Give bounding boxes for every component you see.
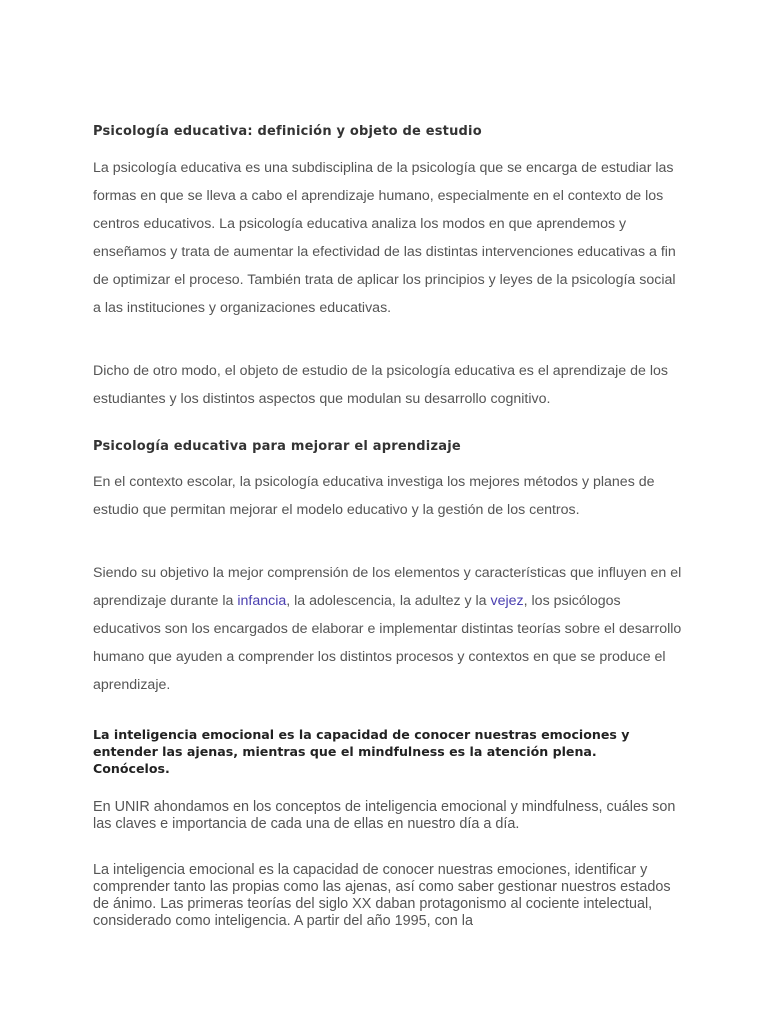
section-heading-definicion: Psicología educativa: definición y objeto de estudio: [93, 124, 482, 139]
paragraph-contexto-escolar: En el contexto escolar, la psicología educativa investiga los mejores métodos y planes de estudio que permitan mejorar el modelo educativo y la gestión de los centros.: [93, 474, 655, 518]
paragraph-inteligencia-emocional: La inteligencia emocional es la capacidad de conocer nuestras emociones, identificar y comprender tanto las propias como las ajenas, así como saber gestionar nuestros estados de ánimo. Las primeras teorías del siglo XX daban protagonismo al cociente intelectual, considerado como inteligencia. A partir del año 1995, con la: [93, 862, 671, 929]
bold-intro-inteligencia-emocional: La inteligencia emocional es la capacidad de conocer nuestras emociones y entender las ajenas, mientras que el mindfulness es la atención plena. Conócelos.: [93, 727, 630, 776]
paragraph-objetivo: [93, 559, 683, 699]
paragraph-objeto-estudio: Dicho de otro modo, el objeto de estudio de la psicología educativa es el aprendizaje de los estudiantes y los distintos aspectos que modulan su desarrollo cognitivo.: [93, 363, 668, 407]
section-heading-aprendizaje: Psicología educativa para mejorar el aprendizaje: [93, 439, 461, 454]
paragraph-objetivo-text-middle: , la adolescencia, la adultez y la: [286, 593, 491, 609]
link-infancia[interactable]: infancia: [237, 593, 287, 609]
paragraph-definicion: La psicología educativa es una subdisciplina de la psicología que se encarga de estudiar las formas en que se lleva a cabo el aprendizaje humano, especialmente en el contexto de los centros educativos. La psicología educativa analiza los modos en que aprendemos y enseñamos y trata de aumentar la efectividad de las distintas intervenciones educativas a fin de optimizar el proceso. También trata de aplicar los principios y leyes de la psicología social a las instituciones y organizaciones educativas.: [93, 160, 676, 316]
paragraph-objetivo-text-start: Siendo su objetivo la mejor comprensión de los elementos y características que influyen en el aprendizaje durante la: [93, 565, 682, 609]
paragraph-unir: En UNIR ahondamos en los conceptos de inteligencia emocional y mindfulness, cuáles son las claves e importancia de cada una de ellas en nuestro día a día.: [93, 799, 676, 832]
link-vejez[interactable]: vejez: [490, 593, 524, 609]
paragraph-objetivo-text-end: , los psicólogos educativos son los encargados de elaborar e implementar distintas teorías sobre el desarrollo humano que ayuden a comprender los distintos procesos y contextos en que se produce el aprendizaje.: [93, 593, 682, 693]
